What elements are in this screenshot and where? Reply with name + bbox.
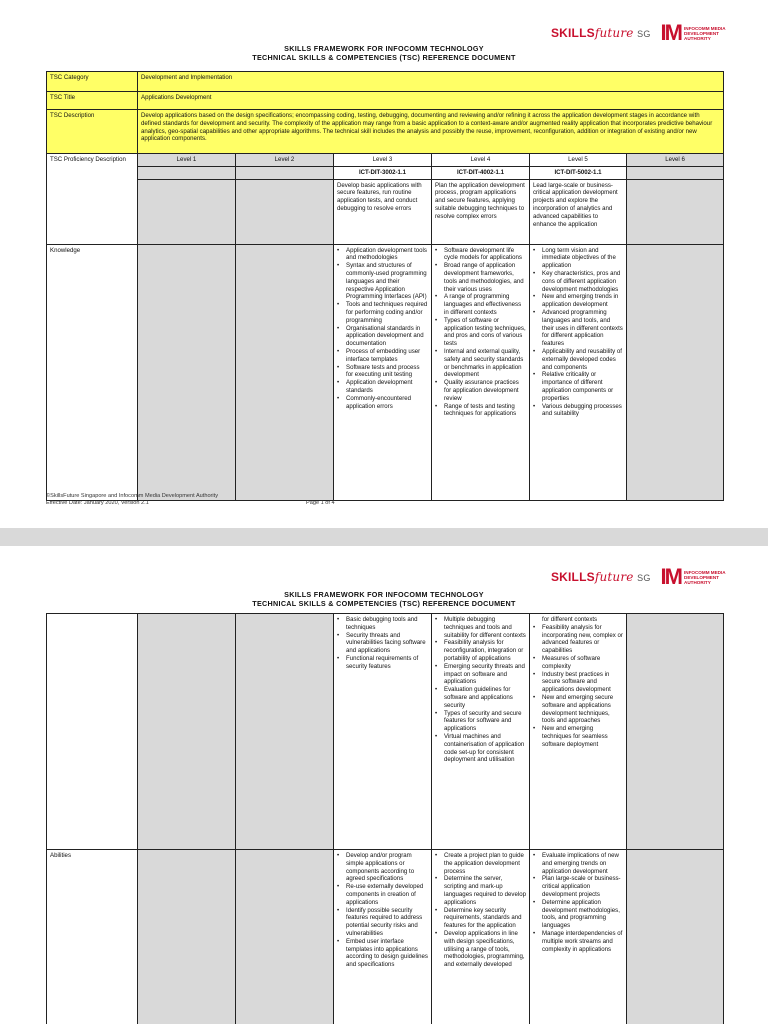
knowledge-cont-level-6: [627, 614, 724, 850]
knowledge-list-level-4: [435, 247, 526, 419]
abilities-level-6: [627, 850, 724, 1024]
list-item: • Types of software or application testing techniques, and pros and cons of various tests: [435, 317, 526, 348]
knowledge-level-4: [432, 244, 530, 500]
level-6-proficiency: [627, 179, 724, 244]
knowledge-cont-level-5-continuation: for different contexts: [542, 616, 598, 623]
list-item: • Identify possible security features required to address potential security risks and vulnerabilities: [337, 907, 428, 938]
title-line-1: SKILLS FRAMEWORK FOR INFOCOMM TECHNOLOGY: [284, 590, 484, 599]
list-item: • Software development life cycle models for applications: [435, 247, 526, 263]
knowledge-list-level-5: [533, 247, 623, 419]
title-line-2: TECHNICAL SKILLS & COMPETENCIES (TSC) REFERENCE DOCUMENT: [252, 599, 516, 608]
abilities-level-2: [236, 850, 334, 1024]
tsc-table-page2: [46, 613, 724, 1024]
list-item: • New and emerging trends in application development: [533, 293, 623, 309]
list-item: • Relative criticality or importance of different application components or properties: [533, 371, 623, 402]
abilities-label: Abilities: [47, 850, 138, 1024]
list-item: • Range of tests and testing techniques for applications: [435, 403, 526, 419]
document-title-page2: [0, 590, 768, 608]
list-item: • Functional requirements of security features: [337, 655, 428, 671]
list-item: • Quality assurance practices for application development review: [435, 379, 526, 402]
list-item: • Evaluation guidelines for software and applications security: [435, 686, 526, 709]
level-4-header: Level 4: [432, 154, 530, 167]
level-2-code: [236, 166, 334, 179]
title-line-1: SKILLS FRAMEWORK FOR INFOCOMM TECHNOLOGY: [284, 44, 484, 53]
header-logos-page2: [551, 566, 730, 588]
level-4-code: ICT-DIT-4002-1.1: [432, 166, 530, 179]
footer: [46, 493, 218, 507]
knowledge-cont-list-level-5: [533, 624, 623, 749]
knowledge-level-2: [236, 244, 334, 500]
knowledge-list-level-3: [337, 247, 428, 411]
list-item: • Various debugging processes and suitability: [533, 403, 623, 419]
logo-skills-text: SKILLS: [550, 26, 595, 40]
level-6-code: [627, 166, 724, 179]
list-item: • New and emerging techniques for seamless software deployment: [533, 725, 623, 748]
tsc-table-page1: [46, 71, 724, 501]
footer-effective-date: Effective Date: January 2020, Version 2.1: [46, 500, 149, 506]
knowledge-level-6: [627, 244, 724, 500]
list-item: • Syntax and structures of commonly-used programming languages and their respective Application Programming Interfaces (API): [337, 262, 428, 301]
tsc-description-label: TSC Description: [47, 110, 138, 154]
list-item: • Types of security and secure features for software and applications: [435, 710, 526, 733]
knowledge-level-5: [530, 244, 627, 500]
list-item: • Tools and techniques required for performing coding and/or programming: [337, 301, 428, 324]
list-item: • Plan large-scale or business-critical application development projects: [533, 875, 623, 898]
skillsfuture-logo-page2: [551, 570, 651, 584]
knowledge-level-3: [334, 244, 432, 500]
list-item: • Advanced programming languages and tools, and their uses in different contexts for different application features: [533, 309, 623, 348]
knowledge-cont-level-1: [138, 614, 236, 850]
knowledge-cont-label: [47, 614, 138, 850]
level-4-proficiency: Plan the application development process, program applications and secure features, applying suitable debugging techniques to resolve complex errors: [432, 179, 530, 244]
list-item: • Process of embedding user interface templates: [337, 348, 428, 364]
list-item: • Key characteristics, pros and cons of different application development methodologies: [533, 270, 623, 293]
imda-mark: IM: [660, 20, 681, 45]
list-item: • Manage interdependencies of multiple work streams and complexity in applications: [533, 930, 623, 953]
list-item: • Create a project plan to guide the application development process: [435, 852, 526, 875]
list-item: • Software tests and process for executing unit testing: [337, 364, 428, 380]
list-item: • New and emerging secure software and applications development techniques, tools and approaches: [533, 694, 623, 725]
abilities-list-level-5: [533, 852, 623, 953]
logo-sg-text: SG: [637, 29, 651, 39]
logo-sg-text: SG: [637, 573, 651, 583]
list-item: • Security threats and vulnerabilities facing software and applications: [337, 632, 428, 655]
level-2-proficiency: [236, 179, 334, 244]
level-5-proficiency: Lead large-scale or business-critical application development projects and explore the incorporation of analytics and advanced capabilities to enhance the application: [530, 179, 627, 244]
level-3-proficiency: Develop basic applications with secure features, run routine application tests, and conduct debugging to resolve errors: [334, 179, 432, 244]
logo-future-text: future: [594, 26, 634, 40]
level-5-header: Level 5: [530, 154, 627, 167]
list-item: • Develop applications in line with design specifications, utilising a range of tools, methodologies, programming, and externally developed: [435, 930, 526, 969]
list-item: • Organisational standards in application development and documentation: [337, 325, 428, 348]
list-item: • Determine the server, scripting and mark-up languages required to develop applications: [435, 875, 526, 906]
list-item: • Embed user interface templates into applications according to design guidelines and specifications: [337, 938, 428, 969]
list-item: • Application development tools and methodologies: [337, 247, 428, 263]
tsc-title-label: TSC Title: [47, 92, 138, 110]
knowledge-cont-level-5: [530, 614, 627, 850]
imda-logo-page2: [661, 566, 730, 588]
abilities-level-3: [334, 850, 432, 1024]
logo-skills-text: SKILLS: [550, 570, 595, 584]
knowledge-cont-level-4: [432, 614, 530, 850]
list-item: • Measures of software complexity: [533, 655, 623, 671]
footer-page-number: Page 1 of 4: [306, 500, 335, 506]
list-item: • Applicability and reusability of externally developed codes and components: [533, 348, 623, 371]
knowledge-cont-level-2: [236, 614, 334, 850]
level-3-code: ICT-DIT-3002-1.1: [334, 166, 432, 179]
tsc-proficiency-label: TSC Proficiency Description: [47, 154, 138, 245]
imda-mark: IM: [660, 564, 681, 589]
imda-logo: [661, 22, 730, 44]
list-item: • Determine application development methodologies, tools, and programming languages: [533, 899, 623, 930]
list-item: • Internal and external quality, safety and security standards or benchmarks in application development: [435, 348, 526, 379]
title-line-2: TECHNICAL SKILLS & COMPETENCIES (TSC) REFERENCE DOCUMENT: [252, 53, 516, 62]
abilities-level-1: [138, 850, 236, 1024]
footer-copyright: ©SkillsFuture Singapore and Infocomm Media Development Authority: [46, 493, 219, 499]
level-1-proficiency: [138, 179, 236, 244]
header-logos: [551, 22, 730, 44]
knowledge-label: Knowledge: [47, 244, 138, 500]
logo-future-text: future: [594, 570, 634, 584]
tsc-description-value: Develop applications based on the design specifications; encompassing coding, testing, debugging, documenting and reviewing and/or refining it across the application development stages in accordance with defined standards for development and security. The complexity of the application may range from a basic application to a context-aware and/or augmented reality application that incorporates predictive behaviour analytics, geo-spatial capabilities and other appropriate algorithms. The technical skill includes the analysis and possibly the reuse, improvement, reconfiguration, addition or integration of existing and/or new application components.: [138, 110, 724, 154]
knowledge-cont-list-level-3: [337, 616, 428, 671]
list-item: • A range of programming languages and effectiveness in different contexts: [435, 293, 526, 316]
abilities-list-level-3: [337, 852, 428, 969]
level-5-code: ICT-DIT-5002-1.1: [530, 166, 627, 179]
level-6-header: Level 6: [627, 154, 724, 167]
level-1-code: [138, 166, 236, 179]
list-item: • Basic debugging tools and techniques: [337, 616, 428, 632]
tsc-title-value: Applications Development: [138, 92, 724, 110]
list-item: • Commonly-encountered application errors: [337, 395, 428, 411]
tsc-category-value: Development and Implementation: [138, 72, 724, 92]
imda-name: INFOCOMM MEDIA DEVELOPMENT AUTHORITY: [684, 25, 726, 41]
abilities-level-5: [530, 850, 627, 1024]
list-item: • Virtual machines and containerisation of application code set-up for consistent deployment and utilisation: [435, 733, 526, 764]
list-item: • Feasibility analysis for reconfiguration, integration or portability of applications: [435, 639, 526, 662]
abilities-list-level-4: [435, 852, 526, 969]
list-item: • Re-use externally developed components in creation of applications: [337, 883, 428, 906]
list-item: • Feasibility analysis for incorporating new, complex or advanced features or capabilities: [533, 624, 623, 655]
imda-name: INFOCOMM MEDIA DEVELOPMENT AUTHORITY: [684, 569, 726, 585]
list-item: • Emerging security threats and impact on software and applications: [435, 663, 526, 686]
list-item: • Long term vision and immediate objectives of the application: [533, 247, 623, 270]
document-title: [0, 44, 768, 62]
list-item: • Determine key security requirements, standards and features for the application: [435, 907, 526, 930]
abilities-level-4: [432, 850, 530, 1024]
knowledge-cont-list-level-4: [435, 616, 526, 764]
knowledge-cont-level-3: [334, 614, 432, 850]
knowledge-level-1: [138, 244, 236, 500]
skillsfuture-logo: [551, 26, 651, 40]
list-item: • Multiple debugging techniques and tools and suitability for different contexts: [435, 616, 526, 639]
list-item: • Application development standards: [337, 379, 428, 395]
tsc-category-label: TSC Category: [47, 72, 138, 92]
level-2-header: Level 2: [236, 154, 334, 167]
level-1-header: Level 1: [138, 154, 236, 167]
list-item: • Evaluate implications of new and emerging trends on application development: [533, 852, 623, 875]
list-item: • Industry best practices in secure software and applications development: [533, 671, 623, 694]
list-item: • Develop and/or program simple applications or components according to agreed specifications: [337, 852, 428, 883]
list-item: • Broad range of application development frameworks, tools and methodologies, and their various uses: [435, 262, 526, 293]
level-3-header: Level 3: [334, 154, 432, 167]
